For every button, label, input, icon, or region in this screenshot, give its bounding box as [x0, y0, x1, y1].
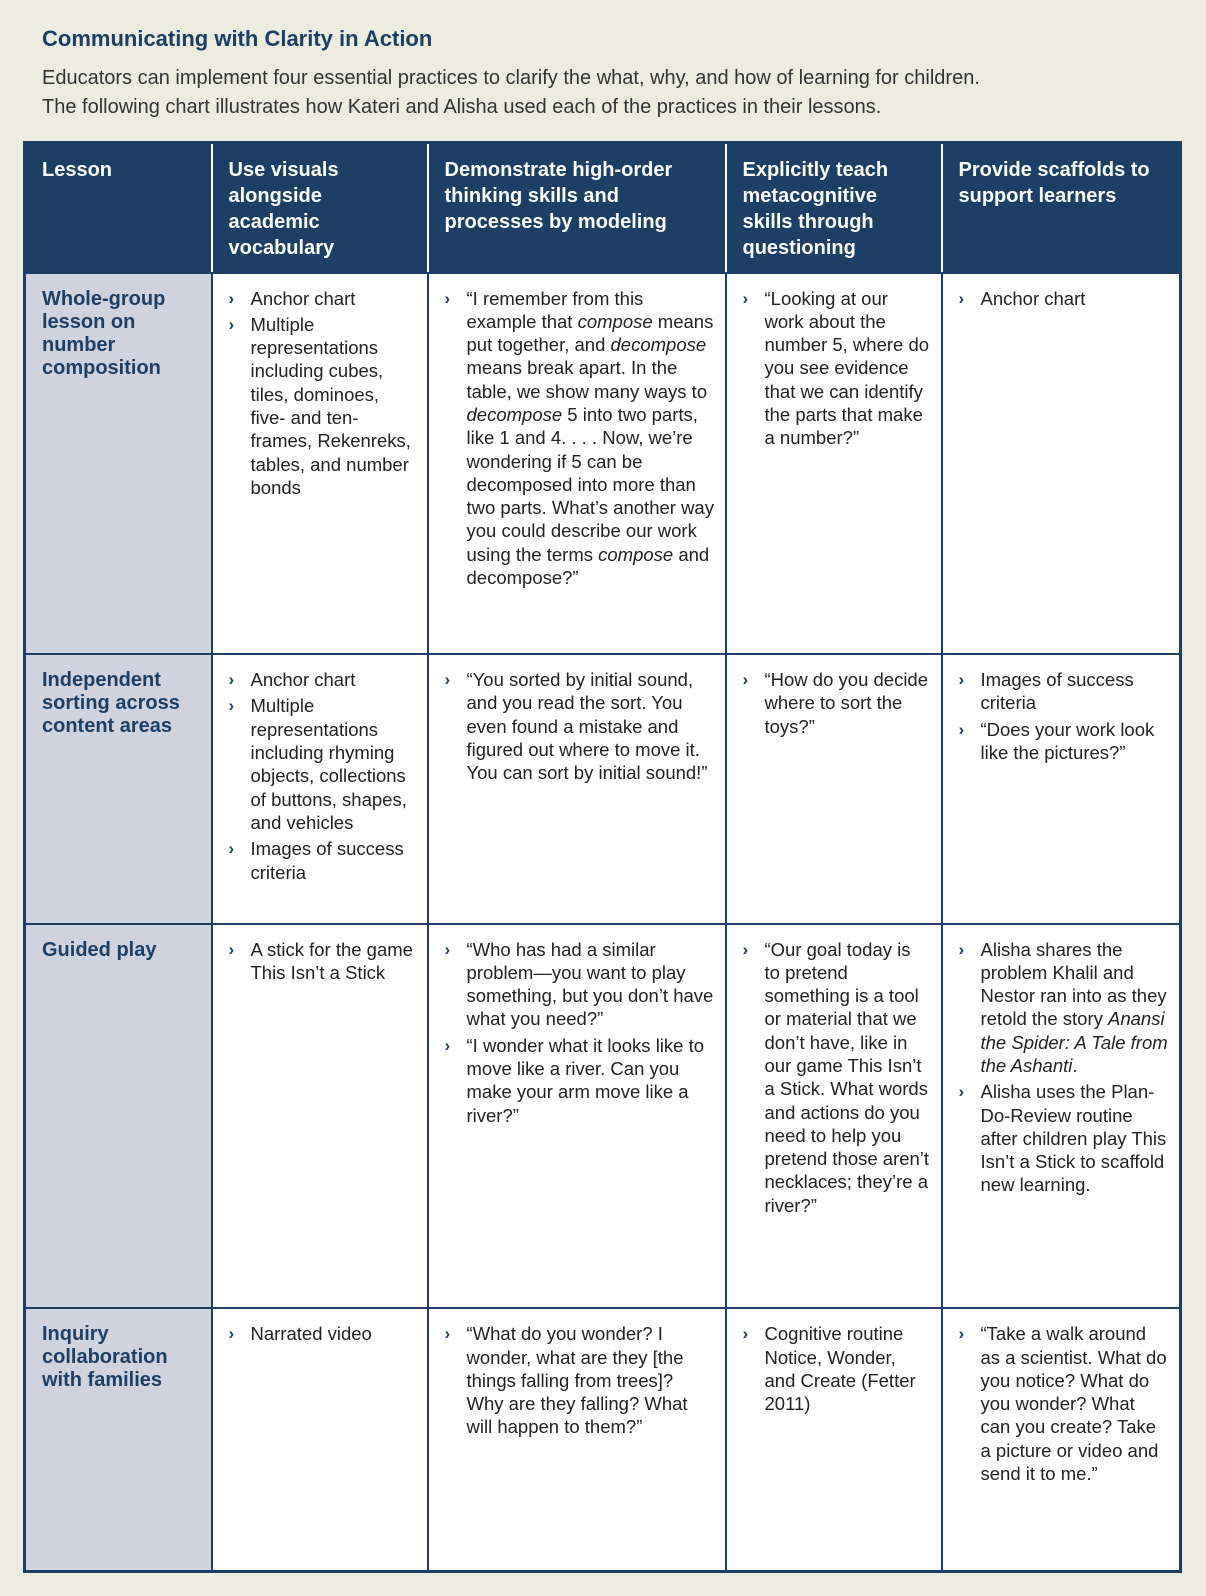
table-cell	[212, 1308, 428, 1571]
chevron-right-icon: ›	[444, 288, 451, 308]
bullet-list	[743, 668, 931, 738]
chevron-right-icon: ›	[958, 1082, 965, 1102]
intro-line: The following chart illustrates how Kateri and Alisha used each of the practices in their lessons.	[42, 96, 882, 118]
list-item-text: “How do you decide where to sort the toys?”	[764, 669, 929, 737]
table-row	[25, 654, 1181, 923]
chevron-right-icon: ›	[228, 288, 235, 308]
chevron-right-icon: ›	[228, 314, 235, 334]
lesson-name: Independent sorting across content areas	[25, 654, 212, 923]
list-item	[229, 694, 417, 834]
bullet-list	[959, 938, 1170, 1197]
column-header: Use visuals alongside academic vocabulary	[212, 143, 428, 273]
list-item	[445, 1034, 715, 1127]
bullet-list	[959, 668, 1170, 764]
lesson-name: Guided play	[25, 924, 212, 1309]
list-item-text: “Who has had a similar problem—you want to play something, but you don’t have what you need?”	[466, 938, 714, 1030]
list-item-text: “What do you wonder? I wonder, what are they [the things falling from trees]? Why are they falling? What will happen to them?”	[466, 1323, 688, 1438]
table-header-row	[25, 143, 1181, 273]
list-item-text: “I remember from this example that compose means put together, and decompose means break apart. In the table, we show many ways to decompose 5 into two parts, like 1 and 4. . . . Now, we’re wondering if 5 can be decomposed into more than two parts. What’s another way you could describe our work using the terms compose and decompose?”	[466, 287, 714, 589]
chevron-right-icon: ›	[444, 939, 451, 959]
table-cell	[428, 1308, 726, 1571]
chevron-right-icon: ›	[742, 288, 749, 308]
list-item	[959, 1322, 1170, 1485]
list-item	[743, 287, 931, 450]
chevron-right-icon: ›	[228, 939, 235, 959]
list-item-text: “You sorted by initial sound, and you read the sort. You even found a mistake and figured out where to move it. You can sort by initial sound!”	[466, 669, 708, 784]
chevron-right-icon: ›	[958, 1324, 965, 1344]
intro-text	[42, 64, 1182, 122]
list-item	[445, 1322, 715, 1438]
table-body	[25, 273, 1181, 1572]
page-title: Communicating with Clarity in Action	[42, 26, 433, 51]
table-cell	[428, 273, 726, 655]
bullet-list	[229, 668, 417, 884]
list-item-text: Images of success criteria	[980, 669, 1134, 714]
chevron-right-icon: ›	[742, 1324, 749, 1344]
column-header: Explicitly teach metacognitive skills through questioning	[726, 143, 942, 273]
chevron-right-icon: ›	[228, 696, 235, 716]
table-row	[25, 273, 1181, 655]
list-item	[229, 287, 417, 310]
chevron-right-icon: ›	[742, 939, 749, 959]
list-item	[445, 938, 715, 1031]
bullet-list	[229, 938, 417, 985]
list-item-text: “Our goal today is to pretend something is a tool or material that we don’t have, like in our game This Isn’t a Stick. What words and actions do you need to help you pretend those aren’t necklaces; they’re a river?”	[764, 938, 930, 1216]
table-cell	[942, 273, 1181, 655]
list-item-text: Multiple representations including cubes, tiles, dominoes, five- and ten-frames, Rekenreks, tables, and number bonds	[250, 313, 411, 498]
chevron-right-icon: ›	[228, 670, 235, 690]
intro-line: Educators can implement four essential practices to clarify the what, why, and how of learning for children.	[42, 67, 980, 89]
list-item	[229, 1322, 417, 1345]
chevron-right-icon: ›	[228, 839, 235, 859]
chevron-right-icon: ›	[958, 288, 965, 308]
list-item	[959, 287, 1170, 310]
table-cell	[212, 273, 428, 655]
practices-table	[23, 141, 1182, 1573]
bullet-list	[743, 938, 931, 1218]
list-item-text: “Does your work look like the pictures?”	[980, 718, 1155, 764]
table-cell	[212, 654, 428, 923]
bullet-list	[959, 287, 1170, 310]
bullet-list	[229, 1322, 417, 1345]
column-header: Demonstrate high-order thinking skills and processes by modeling	[428, 143, 726, 273]
list-item-text: Images of success criteria	[250, 838, 404, 883]
list-item	[229, 313, 417, 499]
chevron-right-icon: ›	[444, 1035, 451, 1055]
chevron-right-icon: ›	[444, 670, 451, 690]
lesson-name: Inquiry collaboration with families	[25, 1308, 212, 1571]
list-item	[959, 1080, 1170, 1196]
table-cell	[942, 654, 1181, 923]
table-cell	[726, 654, 942, 923]
chevron-right-icon: ›	[958, 719, 965, 739]
list-item-text: A stick for the game This Isn’t a Stick	[250, 938, 413, 983]
list-item	[743, 1322, 931, 1415]
table-cell	[726, 1308, 942, 1571]
list-item-text: Alisha uses the Plan-Do-Review routine after children play This Isn’t a Stick to scaffold new learning.	[980, 1081, 1167, 1196]
table-row	[25, 924, 1181, 1309]
bullet-list	[445, 1322, 715, 1438]
list-item-text: Cognitive routine Notice, Wonder, and Create (Fetter 2011)	[764, 1323, 916, 1415]
list-item-text: “Looking at our work about the number 5, where do you see evidence that we can identify the parts that make a number?”	[764, 287, 930, 449]
chevron-right-icon: ›	[228, 1324, 235, 1344]
list-item	[959, 938, 1170, 1078]
bullet-list	[743, 1322, 931, 1415]
list-item-text: Anchor chart	[980, 287, 1086, 309]
chevron-right-icon: ›	[444, 1324, 451, 1344]
list-item	[445, 668, 715, 784]
list-item-text: Anchor chart	[250, 287, 356, 309]
list-item-text: “I wonder what it looks like to move like a river. Can you make your arm move like a river?”	[466, 1034, 705, 1126]
list-item-text: Narrated video	[250, 1323, 372, 1345]
list-item	[959, 718, 1170, 765]
chevron-right-icon: ›	[742, 670, 749, 690]
bullet-list	[959, 1322, 1170, 1485]
list-item	[743, 938, 931, 1218]
list-item-text: Multiple representations including rhyming objects, collections of buttons, shapes, and vehicles	[250, 695, 407, 833]
table-row	[25, 1308, 1181, 1571]
list-item	[229, 668, 417, 691]
table-cell	[726, 273, 942, 655]
column-header: Lesson	[25, 143, 212, 273]
bullet-list	[445, 287, 715, 590]
table-cell	[726, 924, 942, 1309]
list-item-text: “Take a walk around as a scientist. What do you notice? What do you wonder? What can you create? Take a picture or video and send it to me.”	[980, 1323, 1167, 1484]
table-cell	[942, 1308, 1181, 1571]
list-item	[743, 668, 931, 738]
list-item	[229, 837, 417, 884]
bullet-list	[445, 938, 715, 1127]
table-cell	[428, 654, 726, 923]
bullet-list	[445, 668, 715, 784]
table-cell	[942, 924, 1181, 1309]
bullet-list	[229, 287, 417, 500]
column-header: Provide scaffolds to support learners	[942, 143, 1181, 273]
lesson-name: Whole-group lesson on number composition	[25, 273, 212, 655]
chevron-right-icon: ›	[958, 939, 965, 959]
chevron-right-icon: ›	[958, 670, 965, 690]
list-item	[445, 287, 715, 590]
list-item-text: Alisha shares the problem Khalil and Nestor ran into as they retold the story Anansi the Spider: A Tale from the Ashanti.	[980, 938, 1168, 1076]
table-cell	[212, 924, 428, 1309]
list-item	[229, 938, 417, 985]
bullet-list	[743, 287, 931, 450]
list-item	[959, 668, 1170, 715]
list-item-text: Anchor chart	[250, 669, 356, 691]
table-cell	[428, 924, 726, 1309]
